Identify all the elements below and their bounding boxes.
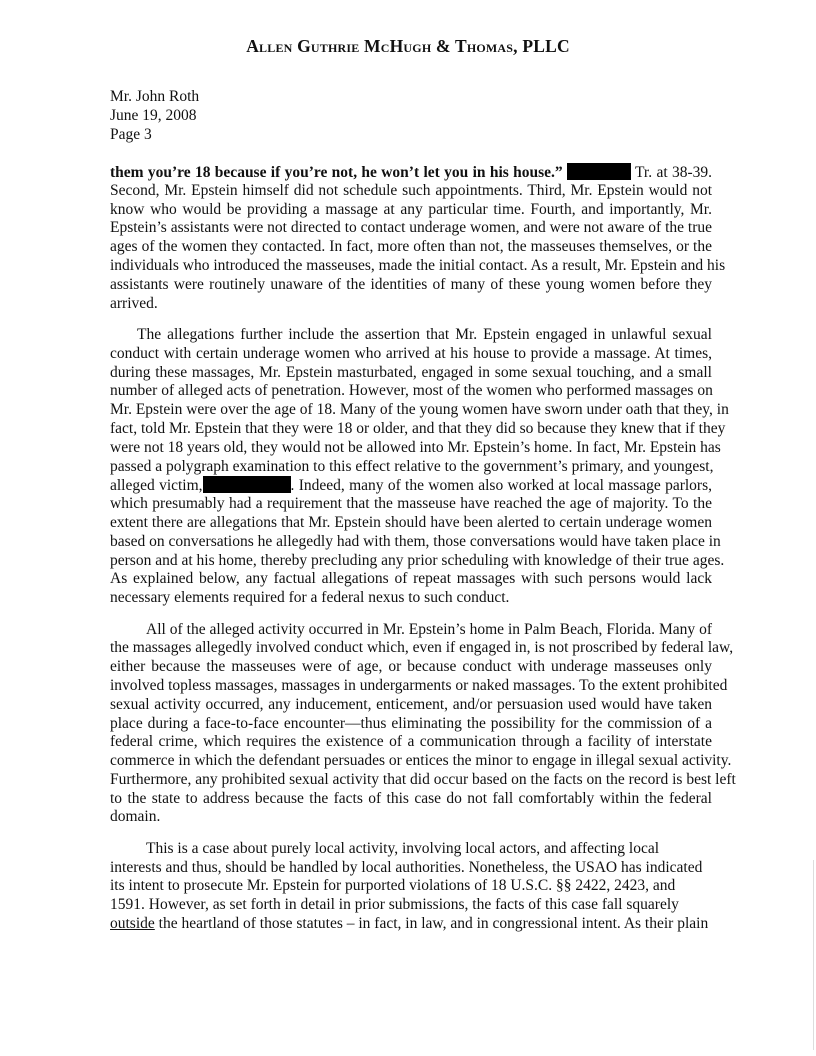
text-line: during these massages, Mr. Epstein masturbated, engaged in some sexual touching, and a small [110,363,712,381]
text-line: fact, told Mr. Epstein that they were 18 or older, and that they did so because they knew that if they [110,419,726,437]
letterhead: Allen Guthrie McHugh & Thomas, PLLC [246,36,570,56]
text-line: interests and thus, should be handled by local authorities. Nonetheless, the USAO has indicated [110,858,703,876]
redaction-box [203,476,291,493]
text-line: conduct with certain underage women who arrived at his house to provide a massage. At times, [110,344,712,362]
text-line: assistants were routinely unaware of the identities of many of these young women before they [110,275,712,293]
text-line [110,915,712,934]
text-line: individuals who introduced the masseuses, made the initial contact. As a result, Mr. Epstein and his [110,256,726,274]
text-line [110,163,712,182]
text-line: domain. [110,808,161,826]
text-line: This is a case about purely local activity, involving local actors, and affecting local [146,839,660,857]
text-line: commerce in which the defendant persuades or entices the minor to engage in illegal sexual activity. [110,752,732,770]
text-line: know who would be providing a massage at any particular time. Fourth, and importantly, Mr. [110,200,712,218]
text-line: its intent to prosecute Mr. Epstein for purported violations of 18 U.S.C. §§ 2422, 2423, and [110,877,676,895]
text-line: federal crime, which requires the existence of a communication through a facility of interstate [110,733,712,751]
text-segment: the heartland of those statutes – in fact, in law, and in congressional intent. As their plain [154,915,709,933]
text-line: Second, Mr. Epstein himself did not schedule such appointments. Third, Mr. Epstein would not [110,181,712,199]
text-line: All of the alleged activity occurred in Mr. Epstein’s home in Palm Beach, Florida. Many of [146,620,712,638]
text-line: either because the masseuses were of age, or because conduct with underage masseuses only [110,658,712,676]
scan-edge [813,860,814,1050]
page-number: Page 3 [110,125,152,143]
paragraph [110,325,729,608]
text-line: extent there are allegations that Mr. Epstein should have been alerted to certain underage women [110,513,712,531]
text-line [110,476,712,495]
text-line: based on conversations he allegedly had with them, those conversations would have taken place in [110,532,721,550]
letter-body [110,163,736,946]
paragraph [110,840,712,934]
letter-date: June 19, 2008 [110,106,197,124]
recipient: Mr. John Roth [110,88,200,105]
text-segment: . Indeed, many of the women also worked at local massage parlors, [290,477,712,495]
text-line: ages of the women they contacted. In fact, more often than not, the masseuses themselves, or the [110,238,712,256]
bold-quote: them you’re 18 because if you’re not, he won’t let you in his house.” [110,164,567,181]
text-line: As explained below, any factual allegations of repeat massages with such persons would lack [110,570,712,588]
address-block [110,88,199,144]
text-line: Mr. Epstein were over the age of 18. Many of the young women have sworn under oath that they, in [110,401,729,419]
paragraph [110,163,726,313]
text-line: sexual activity occurred, any inducement, enticement, and/or persuasion used would have taken [110,695,712,713]
text-line: person and at his home, thereby precluding any prior scheduling with knowledge of their true ages. [110,551,725,569]
text-line: The allegations further include the assertion that Mr. Epstein engaged in unlawful sexual [137,325,712,343]
text-segment: alleged victim, [110,477,203,495]
text-line: Epstein’s assistants were not directed to contact underage women, and were not aware of the true [110,219,712,237]
text-line: passed a polygraph examination to this effect relative to the government’s primary, and youngest, [110,457,714,475]
text-line: place during a face-to-face encounter—thus eliminating the possibility for the commission of a [110,714,712,732]
text-line: arrived. [110,294,158,312]
text-line: which presumably had a requirement that the masseuse have reached the age of majority. To the [110,495,712,513]
redaction-box [567,163,631,180]
text-line: 1591. However, as set forth in detail in prior submissions, the facts of this case fall squarely [110,896,679,914]
text-line: to the state to address because the facts of this case do not fall comfortably within the federal [110,789,712,807]
paragraph [110,620,736,828]
text-line: Furthermore, any prohibited sexual activity that did occur based on the facts on the record is best left [110,770,736,788]
underlined-text: outside [110,915,155,933]
text-line: necessary elements required for a federal nexus to such conduct. [110,589,510,607]
text-line: were not 18 years old, they would not be allowed into Mr. Epstein’s home. In fact, Mr. Epstein has [110,438,721,456]
text-line: number of alleged acts of penetration. However, most of the women who performed massages on [110,382,713,400]
text-line: the massages allegedly involved conduct which, even if engaged in, is not proscribed by federal law, [110,639,734,657]
text-segment: Tr. at 38-39. [630,164,712,181]
text-line: involved topless massages, massages in undergarments or naked massages. To the extent prohibited [110,676,728,694]
